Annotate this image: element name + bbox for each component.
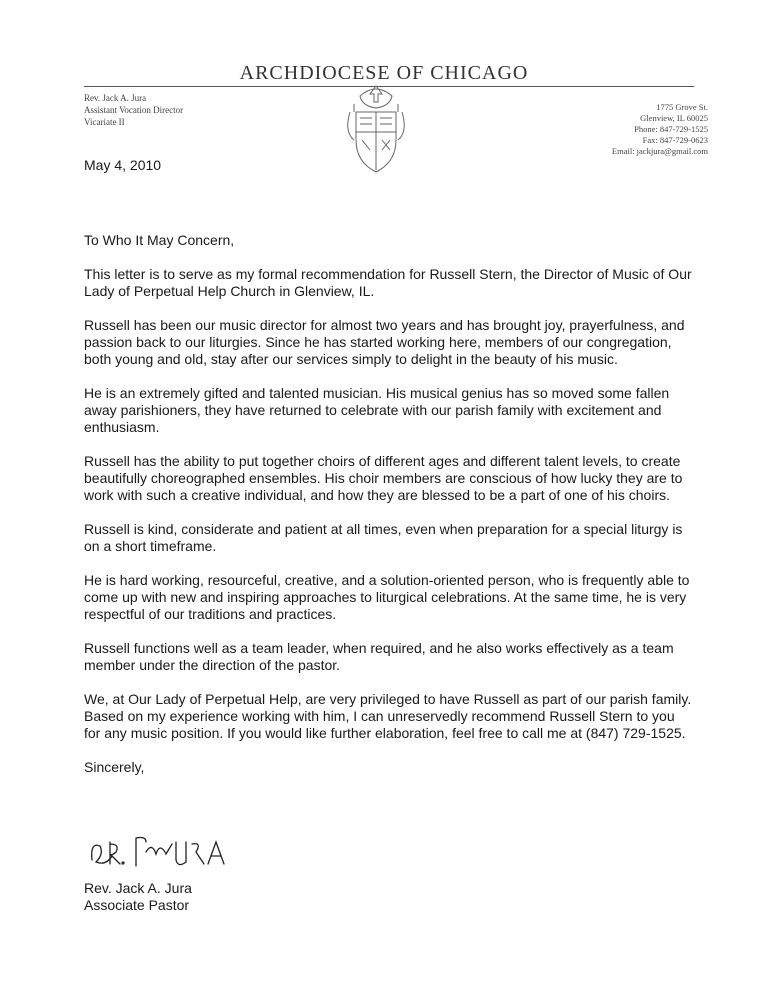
- paragraph: Russell has been our music director for almost two years and has brought joy, prayerfulness, and passion back to our liturgies. Since he has started working here, members of our congregation, both young and old, stay after our services simply to delight in the beauty of his music.: [84, 317, 685, 367]
- fax-number: Fax: 847-729-0623: [642, 135, 708, 145]
- sender-vicariate: Vicariate II: [84, 117, 125, 127]
- paragraph: We, at Our Lady of Perpetual Help, are very privileged to have Russell as part of our parish family. Based on my experience working with him, I can unreservedly recommend Russell Stern to you for any music position. If you would like further elaboration, feel free to call me at (847) 729-1525.: [84, 691, 692, 741]
- handwritten-signature: [86, 832, 246, 874]
- letter-body: [84, 232, 694, 793]
- signer-block: [84, 880, 192, 914]
- street-address: 1775 Grove St.: [656, 102, 708, 112]
- paragraph: Russell has the ability to put together choirs of different ages and different talent levels, to create beautifully choreographed ensembles. His choir members are conscious of how lucky they are to work with such a creative individual, and how they are blessed to be a part of one of his choirs.: [84, 453, 683, 503]
- sender-role: Assistant Vocation Director: [84, 105, 184, 115]
- paragraph: Russell functions well as a team leader, when required, and he also works effectively as a team member under the direction of the pastor.: [84, 640, 674, 673]
- paragraph: Russell is kind, considerate and patient at all times, even when preparation for a special liturgy is on a short timeframe.: [84, 521, 683, 554]
- sender-block: [84, 92, 183, 128]
- paragraph: He is hard working, resourceful, creative, and a solution-oriented person, who is frequently able to come up with new and inspiring approaches to liturgical celebrations. At the same time, he is very respectful of our traditions and practices.: [84, 572, 690, 622]
- closing: Sincerely,: [84, 759, 145, 775]
- paragraph: He is an extremely gifted and talented musician. His musical genius has so moved some fallen away parishioners, they have returned to celebrate with our parish family with excitement and enthusiasm.: [84, 385, 670, 435]
- email-address: Email: jackjura@gmail.com: [611, 146, 708, 156]
- archdiocese-crest-icon: [340, 82, 412, 178]
- address-block: [612, 102, 708, 157]
- salutation: To Who It May Concern,: [84, 232, 235, 248]
- sender-name: Rev. Jack A. Jura: [84, 93, 147, 103]
- phone-number: Phone: 847-729-1525: [634, 124, 708, 134]
- letterhead-title: ARCHDIOCESE OF CHICAGO: [239, 62, 529, 84]
- paragraph: This letter is to serve as my formal recommendation for Russell Stern, the Director of Music of Our Lady of Perpetual Help Church in Glenview, IL.: [84, 266, 692, 299]
- letter-date: May 4, 2010: [84, 157, 162, 173]
- city-state-zip: Glenview, IL 60025: [640, 113, 708, 123]
- signer-name: Rev. Jack A. Jura: [84, 880, 192, 896]
- signer-title: Associate Pastor: [84, 897, 190, 913]
